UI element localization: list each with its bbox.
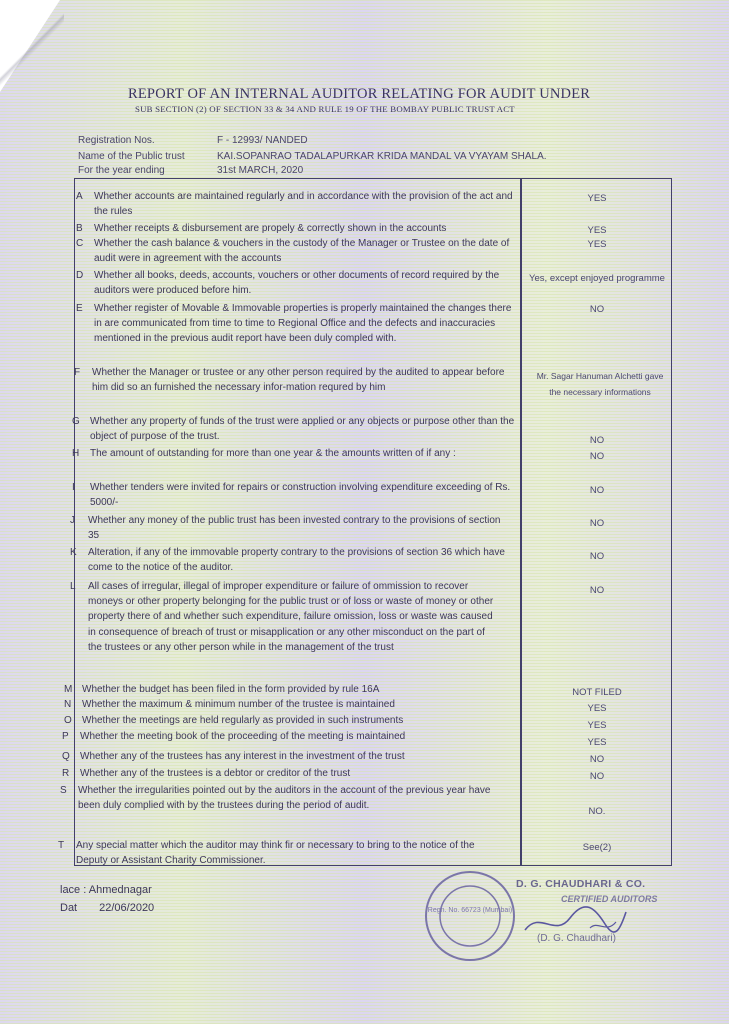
seal-text: Regn. No. 66723 (Mumbai) [427,907,513,914]
meta-value: F - 12993/ NANDED [217,135,308,146]
row-question: Whether accounts are maintained regularly and in accordance with the provision of the act and the rules [94,191,513,218]
answer-cell: NO [589,551,605,562]
report-title: REPORT OF AN INTERNAL AUDITOR RELATING FOR AUDIT UNDER [128,86,591,102]
row-question: Whether any of the trustees is a debtor or creditor of the trust [80,768,351,779]
answer-cell: NO [589,485,605,496]
row-question: Whether the meetings are held regularly as provided in such instruments [82,715,404,726]
meta-label: Registration Nos. [78,135,155,146]
row-letter: F [74,367,81,378]
date-label: Dat [60,902,78,914]
row-letter: A [76,191,83,202]
row-letter: S [60,785,67,796]
answer-cell: YES [587,239,607,250]
row-letter: D [76,270,84,281]
row-question: Whether the maximum & minimum number of the trustee is maintained [82,699,395,710]
row-letter: B [76,223,83,234]
report-subtitle: SUB SECTION (2) OF SECTION 33 & 34 AND RULE 19 OF THE BOMBAY PUBLIC TRUST ACT [135,104,515,114]
row-letter: N [64,699,72,710]
row-question: Whether any property of funds of the trust were applied or any objects or purpose other than the object of purpose of the trust. [90,416,515,443]
answer-cell: NO [589,304,605,315]
row-letter: L [70,581,76,592]
row-question: Whether the budget has been filed in the form provided by rule 16A [82,684,380,695]
row-letter: C [76,238,84,249]
row-letter: O [64,715,72,726]
row-letter: I [72,482,75,493]
answer-cell: NO [589,585,605,596]
row-question: The amount of outstanding for more than one year & the amounts written of if any : [90,448,456,459]
row-letter: R [62,768,70,779]
row-question: Any special matter which the auditor may think fir or necessary to bring to the notice of the Deputy or Assistant Charity Commissioner. [76,840,475,867]
auditor-seal [420,866,520,966]
answer-cell: NO. [588,806,606,817]
row-letter: T [58,840,65,851]
date-line [60,902,154,914]
firm-name: D. G. CHAUDHARI & CO. [516,878,646,890]
signatory-name: (D. G. Chaudhari) [537,933,616,944]
row-letter: J [70,515,75,526]
row-question: Whether the irregularities pointed out by the auditors in the account of the previous year have been duly complied with by the trustees during the period of audit. [78,785,491,812]
answer-cell: Mr. Sagar Hanuman Alchetti gave the necessary informations [536,371,664,397]
meta-value: 31st MARCH, 2020 [217,165,304,176]
meta-trust-name [78,151,547,162]
answer-cell: NO [589,771,605,782]
row-letter: Q [62,751,70,762]
row-question: Alteration, if any of the immovable property contrary to the provisions of section 36 which have come to the notice of the auditor. [88,547,505,574]
row-letter: M [64,684,73,695]
answer-cell: See(2) [582,842,612,853]
answer-cell: YES [587,225,607,236]
row-question: All cases of irregular, illegal of improper expenditure or failure of ommission to recover moneys or other property belonging for the public trust or of loss or waste of money or other property there of and whether such expenditure, failure omission, loss or waste was caused in consequence of breach of trust or misapplication or any other misconduct on the part of the trustees or any other person while in the management of the trust [88,581,494,653]
row-question: Whether any of the trustees has any interest in the investment of the trust [80,751,405,762]
fold-shadow [0,0,64,96]
meta-label: Name of the Public trust [78,151,185,162]
row-letter: H [72,448,80,459]
row-question: Whether the cash balance & vouchers in the custody of the Manager or Trustee on the date of audit were in agreement with the accounts [94,238,510,265]
answer-cell: YES [587,720,607,731]
row-letter: G [72,416,80,427]
row-question: Whether receipts & disbursement are propely & correctly shown in the accounts [94,223,447,234]
firm-subtitle: CERTIFIED AUDITORS [561,894,658,904]
row-question: Whether tenders were invited for repairs or construction involving expenditure exceeding of Rs. 5000/- [90,482,511,509]
row-question: Whether register of Movable & Immovable properties is properly maintained the changes there in are communicated from time to time to Regional Office and the defects and inaccuracies mentioned in the previous audit report have been duly compled with. [94,303,512,345]
date-value: 22/06/2020 [99,902,155,914]
answer-cell: YES [587,703,607,714]
meta-year-ending [78,165,303,176]
row-question: Whether any money of the public trust has been invested contrary to the provisions of section 35 [88,515,501,542]
meta-label: For the year ending [78,165,165,176]
row-letter: K [70,547,77,558]
row-question: Whether the Manager or trustee or any other person required by the audited to appear before him did so an furnished the necessary infor-mation requred by him [92,367,505,394]
answer-cell: YES [587,193,607,204]
row-question: Whether all books, deeds, accounts, vouchers or other documents of record required by the auditors were produced before him. [94,270,500,297]
meta-registration [78,135,308,146]
answer-cell: YES [587,737,607,748]
answer-cell: NOT FILED [572,687,622,698]
row-letter: E [76,303,83,314]
row-question: Whether the meeting book of the proceeding of the meeting is maintained [80,731,406,742]
meta-value: KAI.SOPANRAO TADALAPURKAR KRIDA MANDAL VA VYAYAM SHALA. [217,151,547,162]
answer-cell: NO [589,754,605,765]
answer-cell: NO [589,451,605,462]
answer-cell: Yes, except enjoyed programme [529,273,665,284]
answer-cell: NO [589,435,605,446]
answer-cell: NO [589,518,605,529]
row-letter: P [62,731,69,742]
place-line: lace : Ahmednagar [60,884,152,896]
